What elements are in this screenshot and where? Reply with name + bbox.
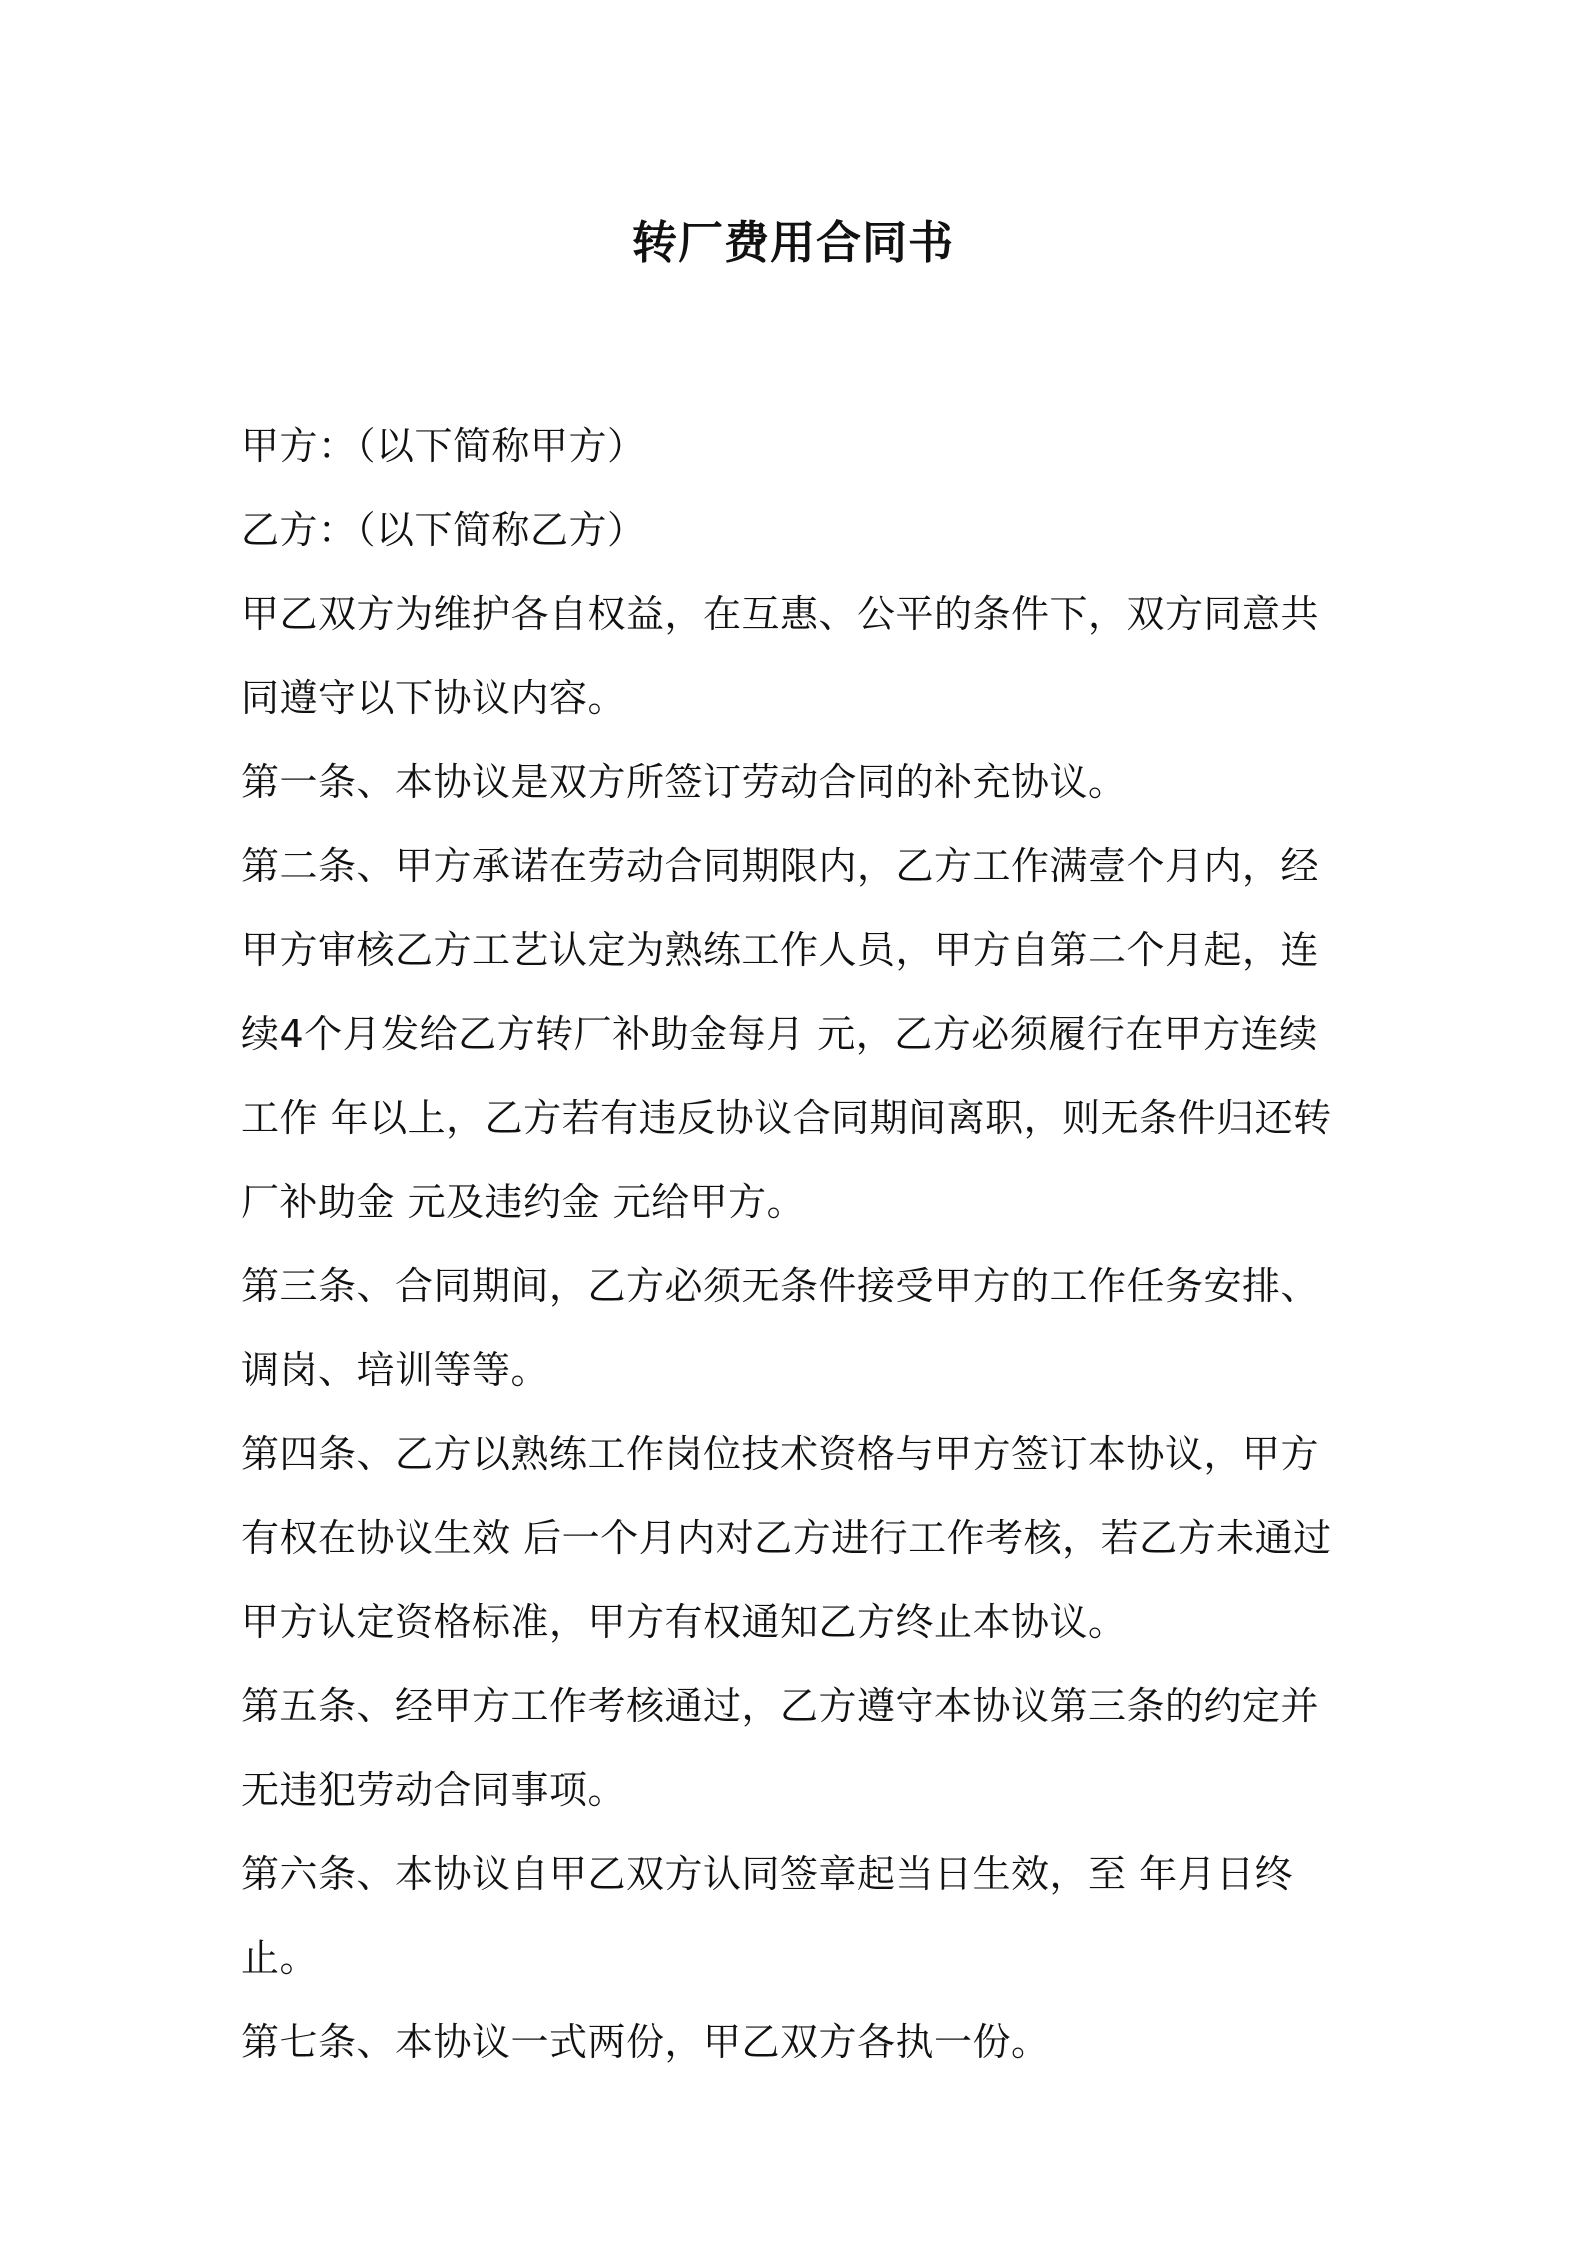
article-1: 第一条、本协议是双方所签订劳动合同的补充协议。 <box>241 760 1127 804</box>
party-a-line: 甲方：（以下简称甲方） <box>241 424 646 468</box>
article-3: 第三条、合同期间，乙方必须无条件接受甲方的工作任务安排、调岗、培训等等。 <box>241 1264 1320 1392</box>
document-title: 转厂费用合同书 <box>631 216 954 269</box>
article-6: 第六条、本协议自甲乙双方认同签章起当日生效，至 年月日终止。 <box>241 1852 1294 1980</box>
party-b-line: 乙方：（以下简称乙方） <box>241 508 646 552</box>
article-7: 第七条、本协议一式两份，甲乙双方各执一份。 <box>241 2020 1050 2064</box>
article-4: 第四条、乙方以熟练工作岗位技术资格与甲方签订本协议，甲方有权在协议生效 后一个月内对乙方进行工作考核，若乙方未通过甲方认定资格标准，甲方有权通知乙方终止本协议。 <box>241 1432 1332 1644</box>
article-2: 第二条、甲方承诺在劳动合同期限内，乙方工作满壹个月内，经甲方审核乙方工艺认定为熟练工作人员，甲方自第二个月起，连续4个月发给乙方转厂补助金每月 元，乙方必须履行在甲方连续工作 年以上，乙方若有违反协议合同期间离职，则无条件归还转厂补助金 元及违约金 元给甲方。 <box>241 844 1332 1224</box>
document-body <box>241 404 1351 2084</box>
article-5: 第五条、经甲方工作考核通过，乙方遵守本协议第三条的约定并无违犯劳动合同事项。 <box>241 1684 1320 1812</box>
preamble-paragraph: 甲乙双方为维护各自权益，在互惠、公平的条件下，双方同意共同遵守以下协议内容。 <box>241 592 1320 720</box>
